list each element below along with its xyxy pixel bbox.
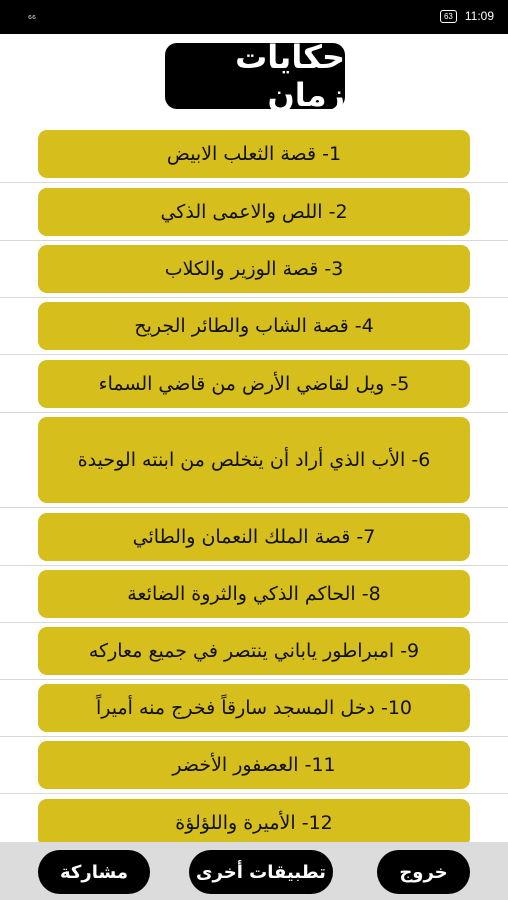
story-item[interactable]: 3- قصة الوزير والكلاب <box>38 245 470 293</box>
story-item[interactable]: 11- العصفور الأخضر <box>38 741 470 789</box>
story-item[interactable]: 12- الأميرة واللؤلؤة <box>38 799 470 847</box>
exit-button[interactable]: خروج <box>377 850 470 894</box>
battery-icon: 63 <box>440 10 457 23</box>
story-item[interactable]: 1- قصة الثعلب الابيض <box>38 130 470 178</box>
other-apps-button[interactable]: تطبيقات أخرى <box>189 850 333 894</box>
app-title: حكايات زمان <box>165 43 345 109</box>
status-bar <box>0 0 508 34</box>
status-right <box>440 9 494 23</box>
clock: 11:09 <box>464 9 494 23</box>
story-item[interactable]: 6- الأب الذي أراد أن يتخلص من ابنته الوحيدة <box>38 417 470 503</box>
signal-indicator: ₆₆ <box>28 10 37 21</box>
story-item[interactable]: 9- امبراطور ياباني ينتصر في جميع معاركه <box>38 627 470 675</box>
story-item[interactable]: 2- اللص والاعمى الذكي <box>38 188 470 236</box>
share-button[interactable]: مشاركة <box>38 850 150 894</box>
story-item[interactable]: 5- ويل لقاضي الأرض من قاضي السماء <box>38 360 470 408</box>
story-item[interactable]: 10- دخل المسجد سارقاً فخرج منه أميراً <box>38 684 470 732</box>
story-item[interactable]: 8- الحاكم الذكي والثروة الضائعة <box>38 570 470 618</box>
story-item[interactable]: 4- قصة الشاب والطائر الجريح <box>38 302 470 350</box>
story-item[interactable]: 7- قصة الملك النعمان والطائي <box>38 513 470 561</box>
